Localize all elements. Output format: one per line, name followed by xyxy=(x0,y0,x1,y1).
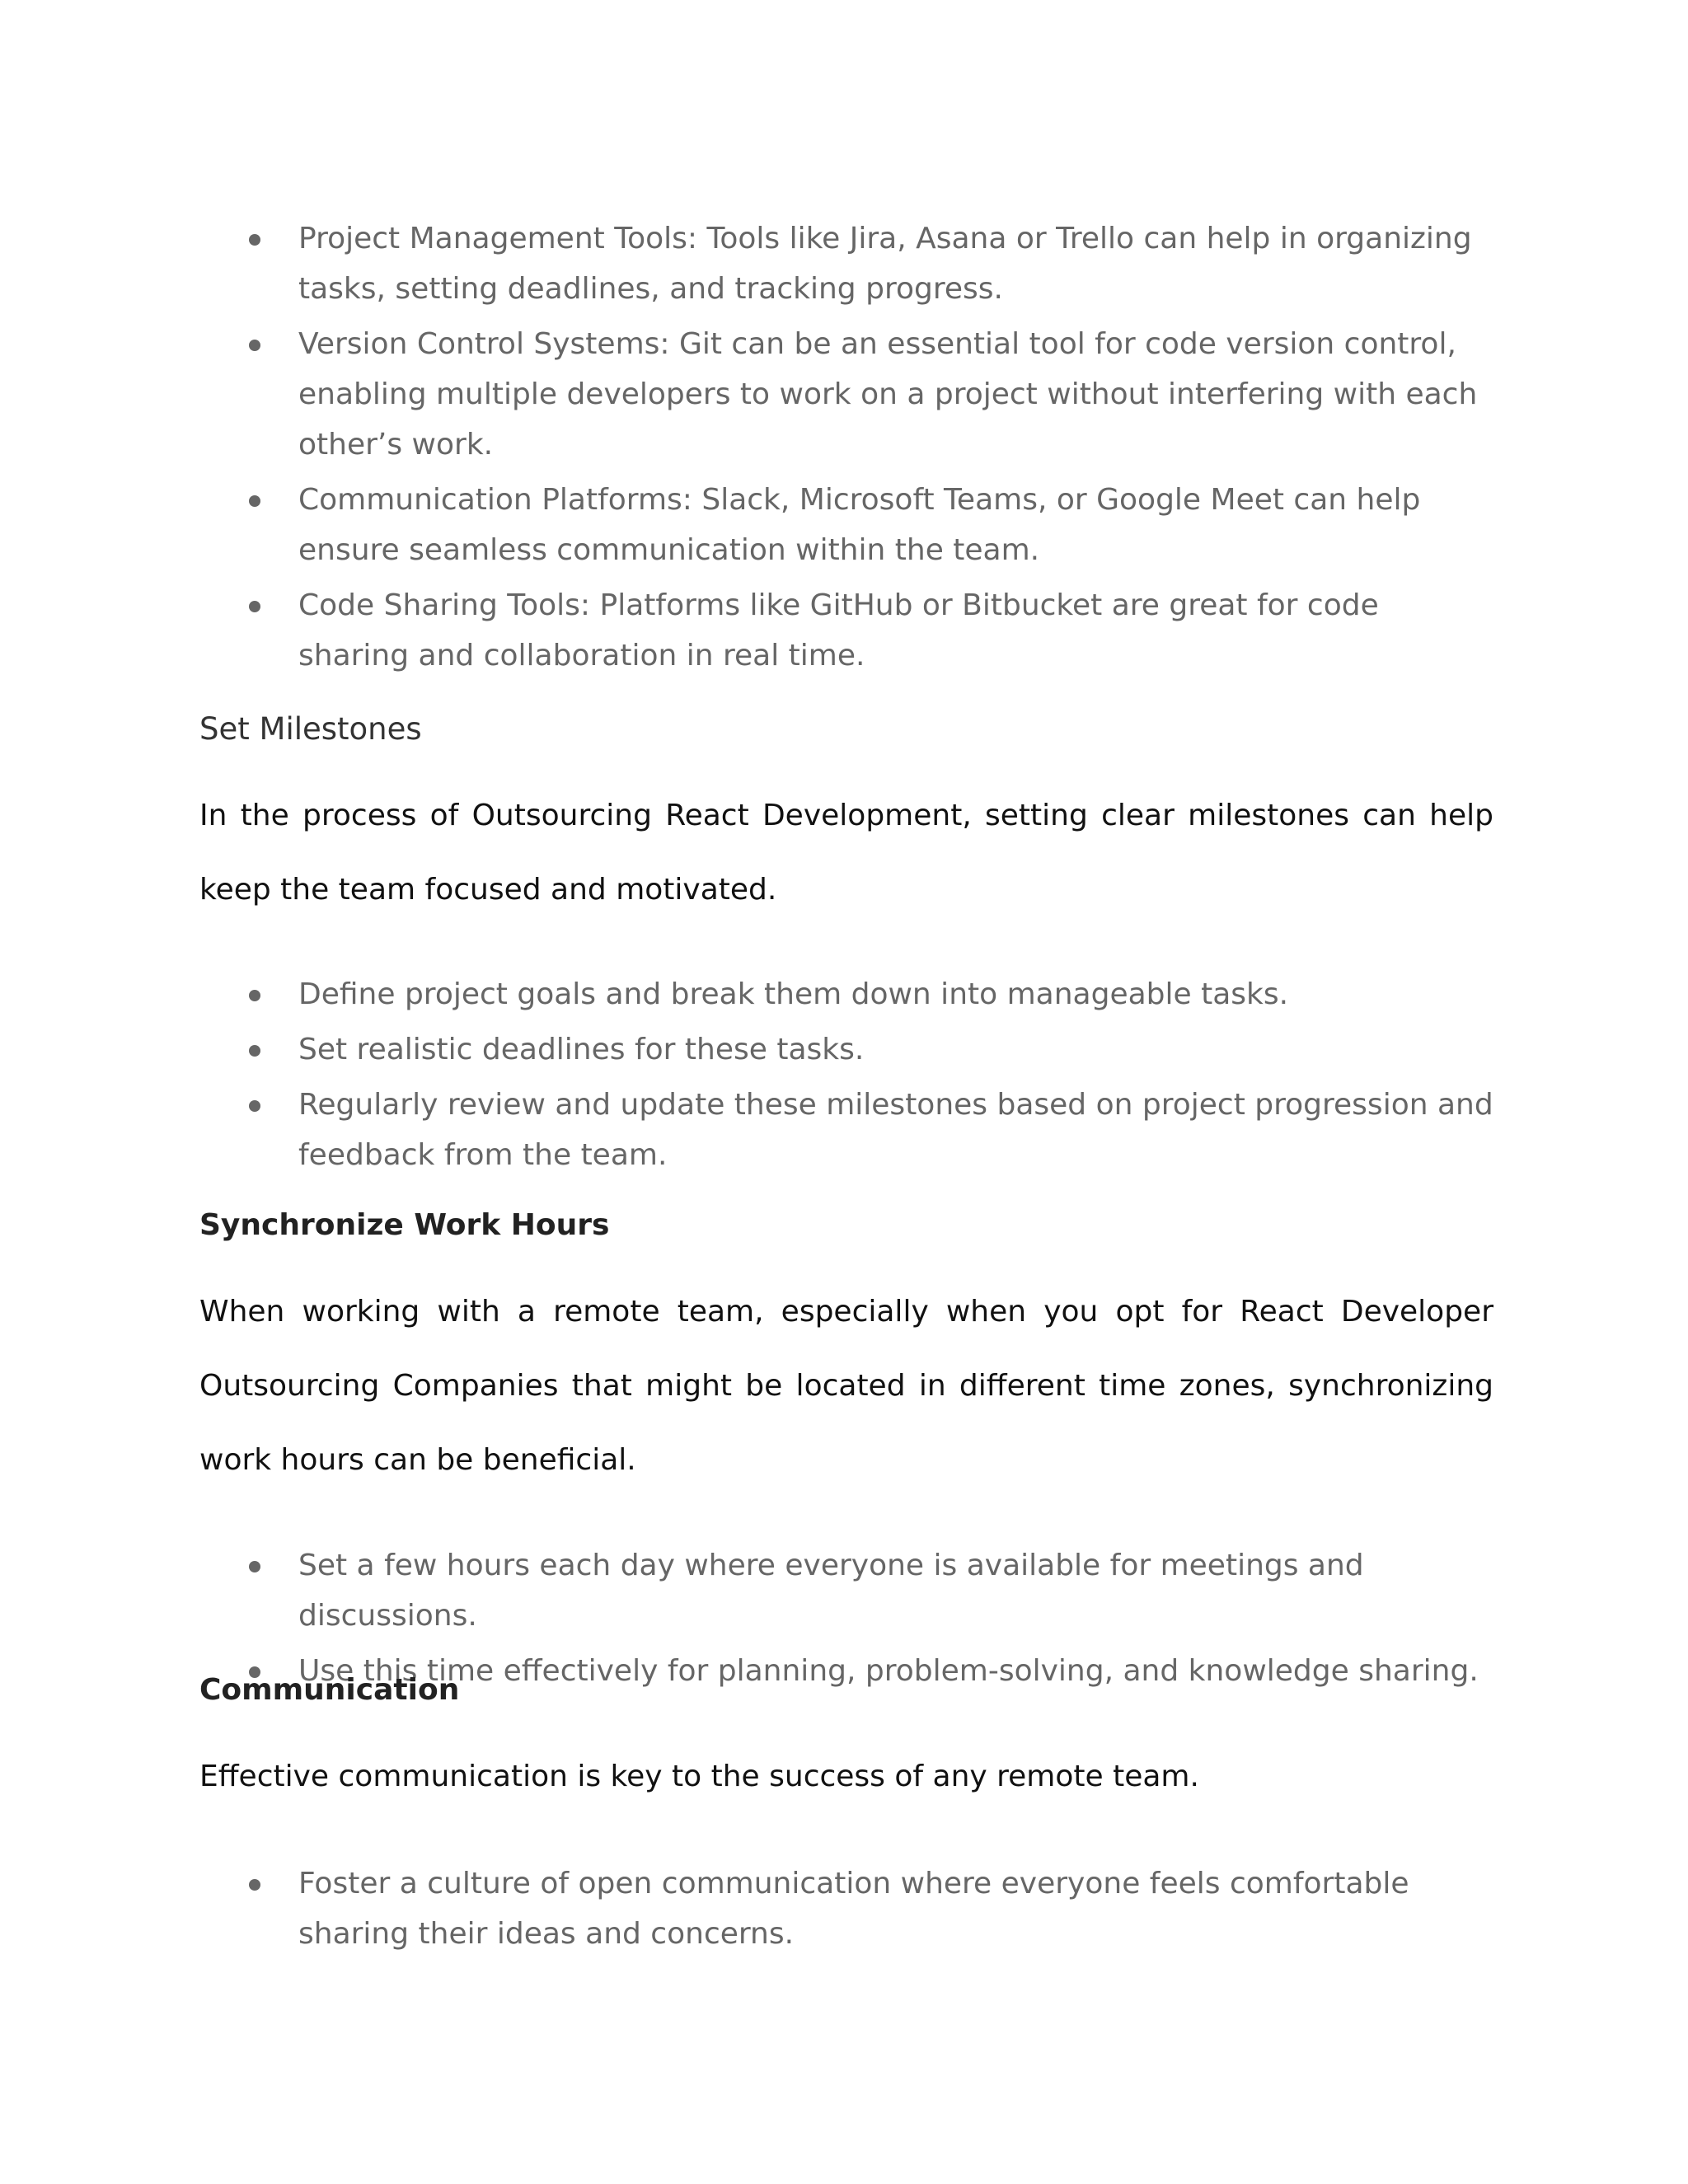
bullet-icon xyxy=(249,1100,260,1112)
bullet-icon xyxy=(249,234,260,246)
paragraph-work-hours: When working with a remote team, especially when you opt for React Developer Outsourcing Companies that might be located in different time zones, synchronizing work hours can be beneficial. xyxy=(199,1295,1493,1477)
bullet-icon xyxy=(249,1045,260,1057)
list-item-text: Project Management Tools: Tools like Jira, Asana or Trello can help in organizing tasks, setting deadlines, and tracking progress. xyxy=(298,222,1472,306)
list-item xyxy=(199,969,1493,1019)
document-body xyxy=(199,0,1493,2184)
section-heading-work-hours: Synchronize Work Hours xyxy=(199,1208,610,1242)
list-item xyxy=(199,1080,1493,1180)
list-item-text: Set a few hours each day where everyone is available for meetings and discussions. xyxy=(298,1549,1364,1633)
list-item xyxy=(199,475,1493,575)
list-item xyxy=(199,319,1493,470)
list-item xyxy=(199,213,1493,314)
paragraph-milestones: In the process of Outsourcing React Development, setting clear milestones can help keep the team focused and motivated. xyxy=(199,799,1493,907)
bullet-icon xyxy=(249,340,260,351)
list-item xyxy=(199,1540,1493,1641)
paragraph-communication: Effective communication is key to the success of any remote team. xyxy=(199,1760,1199,1793)
list-item-text: Code Sharing Tools: Platforms like GitHub or Bitbucket are great for code sharing and collaboration in real time. xyxy=(298,588,1379,673)
bullet-icon xyxy=(249,601,260,612)
bullet-icon xyxy=(249,1879,260,1891)
list-item-text: Foster a culture of open communication where everyone feels comfortable sharing their ideas and concerns. xyxy=(298,1867,1409,1951)
tools-list xyxy=(199,213,1493,686)
section-heading-communication: Communication xyxy=(199,1673,460,1707)
list-item-text: Set realistic deadlines for these tasks. xyxy=(298,1033,865,1066)
list-item xyxy=(199,1024,1493,1075)
list-item-text: Use this time effectively for planning, problem-solving, and knowledge sharing. xyxy=(298,1654,1479,1688)
section-heading-milestones: Set Milestones xyxy=(199,711,422,747)
bullet-icon xyxy=(249,1561,260,1572)
list-item xyxy=(199,1858,1493,1959)
list-item xyxy=(199,580,1493,681)
milestones-list xyxy=(199,969,1493,1185)
bullet-icon xyxy=(249,990,260,1001)
list-item-text: Communication Platforms: Slack, Microsoft Teams, or Google Meet can help ensure seamless communication within the team. xyxy=(298,483,1421,567)
bullet-icon xyxy=(249,495,260,507)
list-item-text: Define project goals and break them down into manageable tasks. xyxy=(298,977,1289,1011)
list-item-text: Version Control Systems: Git can be an essential tool for code version control, enabling multiple developers to work on a project without interfering with each other’s work. xyxy=(298,327,1478,462)
communication-list xyxy=(199,1858,1493,1964)
list-item-text: Regularly review and update these milestones based on project progression and feedback from the team. xyxy=(298,1088,1493,1172)
